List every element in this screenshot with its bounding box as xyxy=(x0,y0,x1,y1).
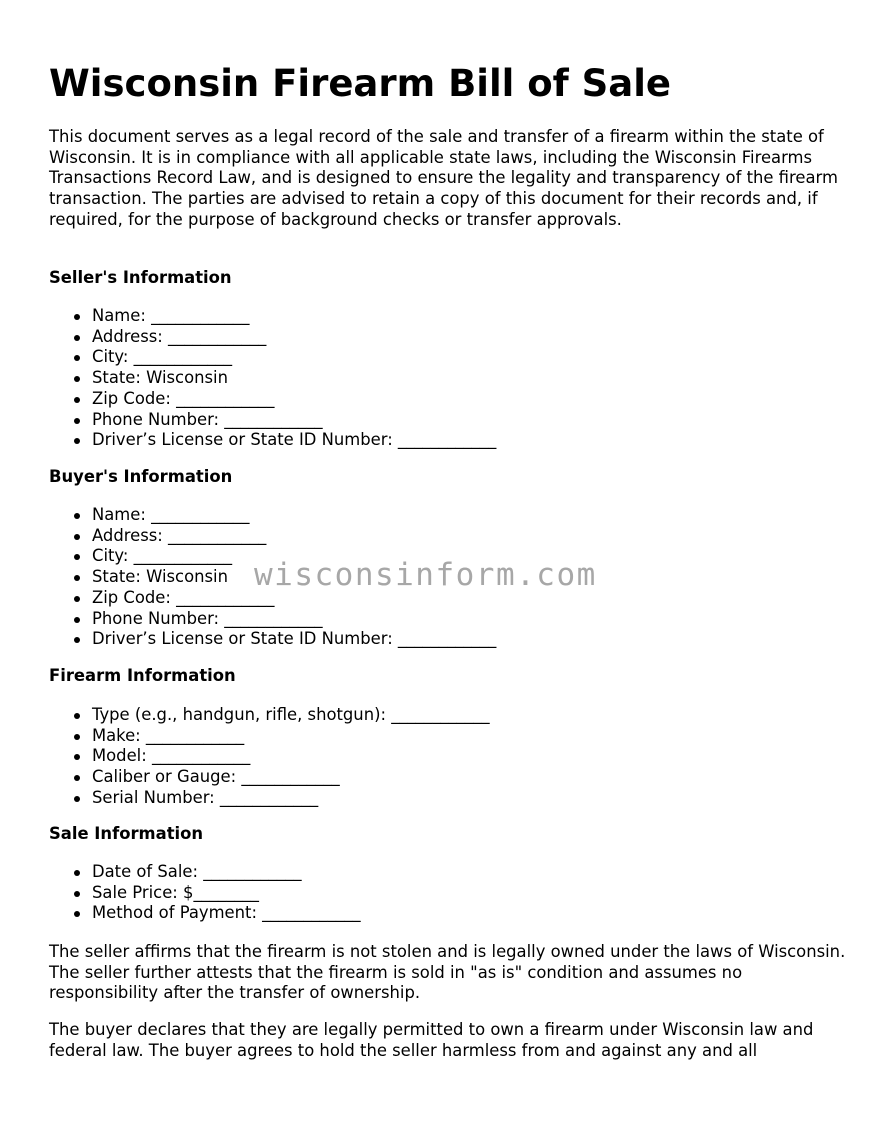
buyer-name-field: Name: ____________ xyxy=(49,505,849,526)
sale-field-list xyxy=(49,862,849,924)
buyer-license-field: Driver’s License or State ID Number: ____________ xyxy=(49,629,849,650)
seller-name-field: Name: ____________ xyxy=(49,306,849,327)
seller-section-heading: Seller's Information xyxy=(49,268,232,287)
buyer-section-heading: Buyer's Information xyxy=(49,467,233,486)
page-title: Wisconsin Firearm Bill of Sale xyxy=(49,62,672,105)
firearm-caliber-field: Caliber or Gauge: ____________ xyxy=(49,767,849,788)
seller-city-field: City: ____________ xyxy=(49,347,849,368)
seller-field-list xyxy=(49,306,849,451)
buyer-city-field: City: ____________ xyxy=(49,546,849,567)
sale-section-heading: Sale Information xyxy=(49,824,204,843)
sale-payment-method-field: Method of Payment: ____________ xyxy=(49,903,849,924)
buyer-address-field: Address: ____________ xyxy=(49,526,849,547)
firearm-make-field: Make: ____________ xyxy=(49,726,849,747)
watermark-text: wisconsinform.com xyxy=(254,557,597,593)
firearm-model-field: Model: ____________ xyxy=(49,746,849,767)
seller-phone-field: Phone Number: ____________ xyxy=(49,410,849,431)
buyer-state-field: State: Wisconsin xyxy=(49,567,849,588)
buyer-declaration-paragraph: The buyer declares that they are legally permitted to own a firearm under Wisconsin law and federal law. The buyer agrees to hold the seller harmless from and against any and all xyxy=(49,1020,814,1060)
seller-state-field: State: Wisconsin xyxy=(49,368,849,389)
seller-license-field: Driver’s License or State ID Number: ____________ xyxy=(49,430,849,451)
buyer-zip-field: Zip Code: ____________ xyxy=(49,588,849,609)
firearm-serial-field: Serial Number: ____________ xyxy=(49,788,849,809)
sale-price-field: Sale Price: $________ xyxy=(49,883,849,904)
buyer-phone-field: Phone Number: ____________ xyxy=(49,609,849,630)
firearm-section-heading: Firearm Information xyxy=(49,666,236,685)
seller-zip-field: Zip Code: ____________ xyxy=(49,389,849,410)
sale-date-field: Date of Sale: ____________ xyxy=(49,862,849,883)
intro-paragraph: This document serves as a legal record of the sale and transfer of a firearm within the state of Wisconsin. It is in compliance with all applicable state laws, including the Wisconsin Firearms Transactions Record Law, and is designed to ensure the legality and transparency of the firearm transaction. The parties are advised to retain a copy of this document for their records and, if required, for the purpose of background checks or transfer approvals. xyxy=(49,127,838,229)
firearm-field-list xyxy=(49,705,849,809)
seller-affirmation-paragraph: The seller affirms that the firearm is not stolen and is legally owned under the laws of Wisconsin. The seller further attests that the firearm is sold in "as is" condition and assumes no responsibility after the transfer of ownership. xyxy=(49,942,846,1003)
seller-address-field: Address: ____________ xyxy=(49,327,849,348)
firearm-type-field: Type (e.g., handgun, rifle, shotgun): ____________ xyxy=(49,705,849,726)
